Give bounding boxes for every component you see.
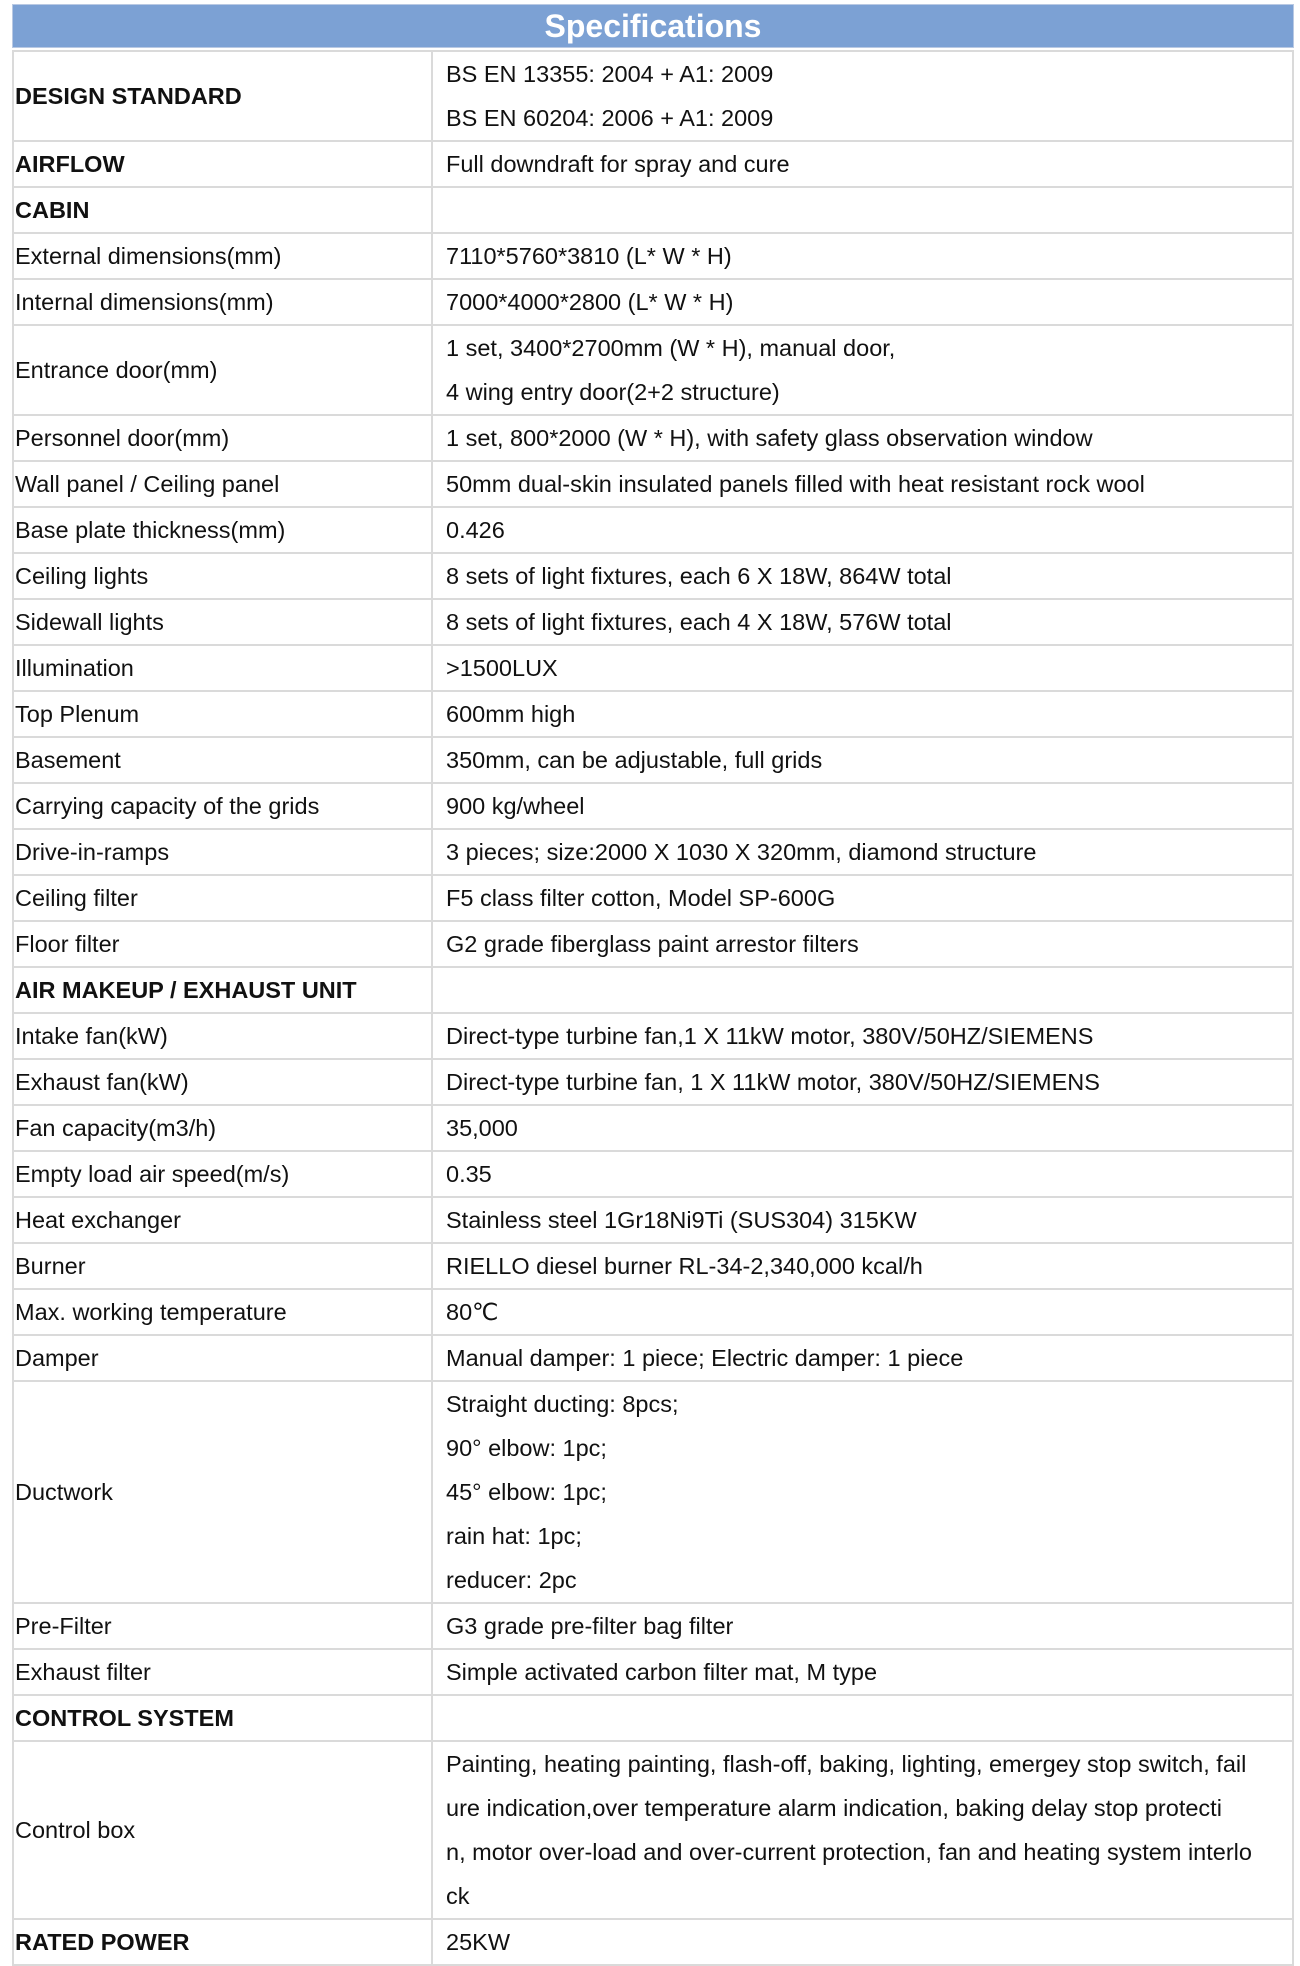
spec-row [13, 829, 1293, 875]
spec-row [13, 553, 1293, 599]
spec-row [13, 1059, 1293, 1105]
spec-row [13, 967, 1293, 1013]
spec-value-line: Manual damper: 1 piece; Electric damper: 1 piece [446, 1345, 964, 1371]
spec-label: Fan capacity(m3/h) [13, 1105, 432, 1151]
spec-value-line: 4 wing entry door(2+2 structure) [446, 379, 780, 405]
spec-row [13, 233, 1293, 279]
spec-label: AIRFLOW [13, 141, 432, 187]
spec-value [432, 1197, 1293, 1243]
spec-value [432, 645, 1293, 691]
spec-row [13, 1013, 1293, 1059]
spec-row [13, 645, 1293, 691]
spec-label: Base plate thickness(mm) [13, 507, 432, 553]
spec-label: RATED POWER [13, 1919, 432, 1965]
spec-label: Burner [13, 1243, 432, 1289]
spec-label: Sidewall lights [13, 599, 432, 645]
spec-value [432, 141, 1293, 187]
spec-value [432, 1059, 1293, 1105]
spec-value-line: 3 pieces; size:2000 X 1030 X 320mm, diamond structure [446, 839, 1037, 865]
spec-row [13, 507, 1293, 553]
spec-value [432, 507, 1293, 553]
spec-value [432, 1919, 1293, 1965]
spec-label: Ceiling lights [13, 553, 432, 599]
spec-value-line [446, 188, 1292, 232]
spec-value-line [446, 1696, 1292, 1740]
spec-value-line: G2 grade fiberglass paint arrestor filters [446, 931, 859, 957]
spec-value-line: BS EN 13355: 2004 + A1: 2009 [446, 61, 774, 87]
spec-value [432, 415, 1293, 461]
spec-row [13, 1151, 1293, 1197]
spec-row [13, 1197, 1293, 1243]
spec-value-line: Painting, heating painting, flash-off, baking, lighting, emergey stop switch, fail [446, 1751, 1247, 1777]
spec-row [13, 691, 1293, 737]
spec-label: Exhaust fan(kW) [13, 1059, 432, 1105]
spec-value [432, 967, 1293, 1013]
spec-row [13, 875, 1293, 921]
spec-value-line: F5 class filter cotton, Model SP-600G [446, 885, 836, 911]
spec-value-line: Stainless steel 1Gr18Ni9Ti (SUS304) 315KW [446, 1207, 917, 1233]
spec-label: Top Plenum [13, 691, 432, 737]
spec-value-line: Straight ducting: 8pcs; [446, 1391, 679, 1417]
spec-label: DESIGN STANDARD [13, 51, 432, 141]
spec-value [432, 691, 1293, 737]
spec-value-line: ure indication,over temperature alarm indication, baking delay stop protecti [446, 1795, 1222, 1821]
spec-row [13, 1243, 1293, 1289]
spec-value-line: Direct-type turbine fan, 1 X 11kW motor, 380V/50HZ/SIEMENS [446, 1069, 1100, 1095]
spec-row [13, 1381, 1293, 1603]
spec-value-line: rain hat: 1pc; [446, 1523, 582, 1549]
spec-label: Entrance door(mm) [13, 325, 432, 415]
spec-value [432, 187, 1293, 233]
spec-title: Specifications [12, 4, 1294, 48]
spec-value-line: 7000*4000*2800 (L* W * H) [446, 289, 734, 315]
spec-label: Illumination [13, 645, 432, 691]
spec-value [432, 553, 1293, 599]
spec-row [13, 1335, 1293, 1381]
spec-value [432, 1105, 1293, 1151]
spec-label: AIR MAKEUP / EXHAUST UNIT [13, 967, 432, 1013]
spec-label: Wall panel / Ceiling panel [13, 461, 432, 507]
spec-value [432, 1603, 1293, 1649]
spec-value-line: 90° elbow: 1pc; [446, 1435, 607, 1461]
spec-label: Ceiling filter [13, 875, 432, 921]
spec-value-line: 50mm dual-skin insulated panels filled with heat resistant rock wool [446, 471, 1145, 497]
spec-row [13, 1741, 1293, 1919]
spec-row [13, 415, 1293, 461]
spec-label: Pre-Filter [13, 1603, 432, 1649]
spec-value [432, 783, 1293, 829]
spec-row [13, 187, 1293, 233]
spec-value-line: 350mm, can be adjustable, full grids [446, 747, 823, 773]
spec-sheet [12, 4, 1294, 1966]
spec-label: Drive-in-ramps [13, 829, 432, 875]
spec-row [13, 461, 1293, 507]
spec-row [13, 1289, 1293, 1335]
spec-row [13, 737, 1293, 783]
spec-value-line: n, motor over-load and over-current protection, fan and heating system interlo [446, 1839, 1252, 1865]
spec-label: CABIN [13, 187, 432, 233]
spec-row [13, 1919, 1293, 1965]
spec-label: Heat exchanger [13, 1197, 432, 1243]
spec-label: Floor filter [13, 921, 432, 967]
spec-row [13, 1649, 1293, 1695]
spec-value [432, 599, 1293, 645]
spec-value [432, 1649, 1293, 1695]
spec-value-line: 35,000 [446, 1115, 518, 1141]
spec-value-line: 8 sets of light fixtures, each 4 X 18W, 576W total [446, 609, 952, 635]
spec-row [13, 921, 1293, 967]
spec-value-line: 8 sets of light fixtures, each 6 X 18W, 864W total [446, 563, 952, 589]
spec-table-body [13, 51, 1293, 1965]
spec-label: Ductwork [13, 1381, 432, 1603]
spec-row [13, 1105, 1293, 1151]
spec-label: CONTROL SYSTEM [13, 1695, 432, 1741]
spec-row [13, 1695, 1293, 1741]
spec-value [432, 829, 1293, 875]
spec-row [13, 783, 1293, 829]
spec-value [432, 875, 1293, 921]
spec-label: Carrying capacity of the grids [13, 783, 432, 829]
spec-value-line [446, 968, 1292, 1012]
spec-value-line: 7110*5760*3810 (L* W * H) [446, 243, 732, 269]
spec-value [432, 1151, 1293, 1197]
spec-row [13, 1603, 1293, 1649]
spec-value [432, 1013, 1293, 1059]
spec-value-line: ck [446, 1883, 470, 1909]
spec-value [432, 279, 1293, 325]
spec-value-line: G3 grade pre-filter bag filter [446, 1613, 734, 1639]
spec-row [13, 141, 1293, 187]
spec-value [432, 1335, 1293, 1381]
spec-label: Empty load air speed(m/s) [13, 1151, 432, 1197]
spec-value [432, 737, 1293, 783]
spec-value [432, 1243, 1293, 1289]
spec-row [13, 51, 1293, 141]
spec-value [432, 1381, 1293, 1603]
spec-value-line: >1500LUX [446, 655, 558, 681]
spec-value-line: 0.426 [446, 517, 505, 543]
spec-label: Max. working temperature [13, 1289, 432, 1335]
spec-value-line: RIELLO diesel burner RL-34-2,340,000 kcal/h [446, 1253, 923, 1279]
spec-label: Damper [13, 1335, 432, 1381]
spec-value-line: 0.35 [446, 1161, 492, 1187]
spec-value-line: 80℃ [446, 1299, 499, 1325]
spec-value [432, 51, 1293, 141]
spec-label: Personnel door(mm) [13, 415, 432, 461]
spec-value-line: Direct-type turbine fan,1 X 11kW motor, 380V/50HZ/SIEMENS [446, 1023, 1094, 1049]
spec-value [432, 921, 1293, 967]
spec-label: Control box [13, 1741, 432, 1919]
spec-label: Internal dimensions(mm) [13, 279, 432, 325]
spec-value-line: Full downdraft for spray and cure [446, 151, 790, 177]
spec-label: Exhaust filter [13, 1649, 432, 1695]
spec-value [432, 325, 1293, 415]
spec-label: Intake fan(kW) [13, 1013, 432, 1059]
spec-value-line: 1 set, 800*2000 (W * H), with safety glass observation window [446, 425, 1093, 451]
spec-value-line: reducer: 2pc [446, 1567, 577, 1593]
spec-value-line: 25KW [446, 1929, 510, 1955]
spec-value [432, 1741, 1293, 1919]
spec-row [13, 279, 1293, 325]
spec-row [13, 599, 1293, 645]
spec-label: External dimensions(mm) [13, 233, 432, 279]
spec-value [432, 1695, 1293, 1741]
spec-table [12, 50, 1294, 1966]
spec-row [13, 325, 1293, 415]
spec-value-line: BS EN 60204: 2006 + A1: 2009 [446, 105, 774, 131]
spec-value-line: 900 kg/wheel [446, 793, 585, 819]
spec-value-line: 600mm high [446, 701, 576, 727]
spec-value-line: 45° elbow: 1pc; [446, 1479, 607, 1505]
spec-value-line: 1 set, 3400*2700mm (W * H), manual door, [446, 335, 896, 361]
spec-value-line: Simple activated carbon filter mat, M type [446, 1659, 878, 1685]
spec-value [432, 233, 1293, 279]
spec-label: Basement [13, 737, 432, 783]
spec-value [432, 1289, 1293, 1335]
spec-value [432, 461, 1293, 507]
